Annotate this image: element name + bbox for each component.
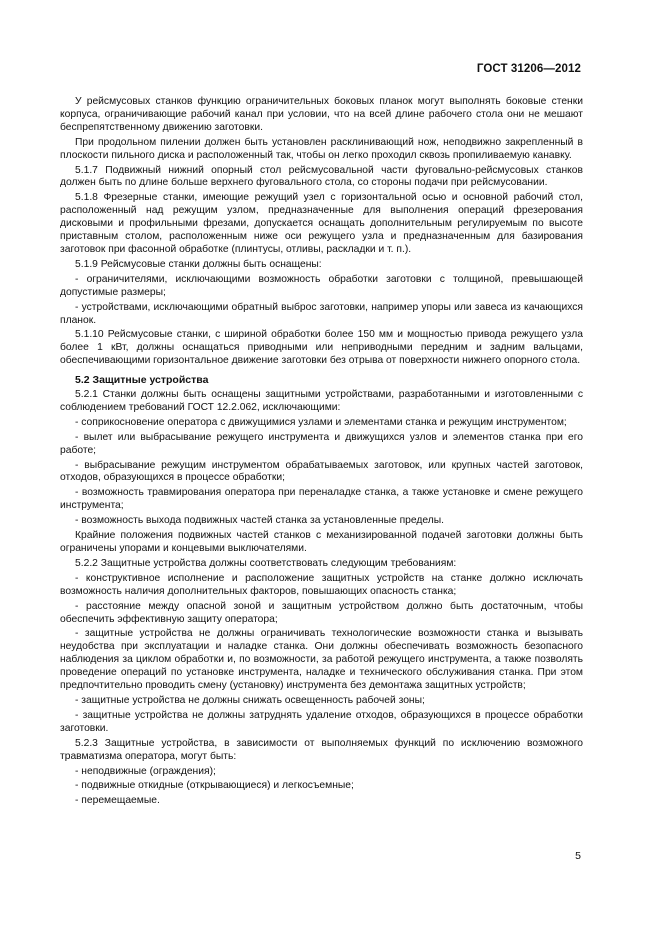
list-item: - подвижные откидные (открывающиеся) и легкосъемные;: [75, 780, 354, 792]
list-item: - конструктивное исполнение и расположение защитных устройств на станке должно исключать возможность наличия дополнительных факторов, повышающих опасность станка;: [60, 572, 583, 597]
paragraph: 5.1.7 Подвижный нижний опорный стол рейсмусовальной части фуговально-рейсмусовых станков должен быть по длине больше верхнего фуговального стола, со стороны подачи при рейсмусовании.: [60, 164, 583, 189]
list-item: - защитные устройства не должны ограничивать технологические возможности станка и вызывать неудобства при эксплуатации и наладке станка. Они должны обеспечивать возможность безопасного наблюдения за циклом обработки и, по возможности, за работой режущего инструмента, а также позволять проведение операций по установке инструмента, наладке и технического обслуживания станка. При этом предпочтительно проводить смену (установку) инструмента без демонтажа защитных устройств;: [60, 628, 583, 692]
paragraph: 5.1.10 Рейсмусовые станки, с шириной обработки более 150 мм и мощностью привода режущего узла более 1 кВт, должны оснащаться приводными или неприводными передним и задним вальцами, обеспечивающими горизонтальное движение заготовки без отрыва от поверхности нижнего опорного стола.: [60, 329, 583, 367]
document-body: [60, 96, 583, 810]
section-heading: 5.2 Защитные устройства: [75, 374, 209, 387]
paragraph: 5.2.3 Защитные устройства, в зависимости от выполняемых функций по исключению возможного травматизма оператора, могут быть:: [60, 737, 583, 762]
list-item: - перемещаемые.: [75, 795, 160, 807]
paragraph: При продольном пилении должен быть установлен расклинивающий нож, неподвижно закрепленный в плоскости пильного диска и расположенный так, чтобы он легко проходил сквозь пропиливаемую канавку.: [60, 136, 583, 161]
page-number: 5: [575, 850, 581, 862]
paragraph: 5.1.9 Рейсмусовые станки должны быть оснащены:: [75, 258, 322, 270]
list-item: - выбрасывание режущим инструментом обрабатываемых заготовок, или крупных частей заготовок, отходов, образующихся в процессе обработки;: [60, 459, 583, 484]
list-item: - защитные устройства не должны снижать освещенность рабочей зоны;: [75, 694, 425, 706]
paragraph: 5.2.1 Станки должны быть оснащены защитными устройствами, разработанными и изготовленными с соблюдением требований ГОСТ 12.2.062, исключающими:: [60, 389, 583, 413]
list-item: - соприкосновение оператора с движущимися узлами и элементами станка и режущим инструментом;: [75, 416, 567, 428]
document-id: ГОСТ 31206—2012: [476, 63, 581, 75]
list-item: - возможность травмирования оператора при переналадке станка, а также установке и смене режущего инструмента;: [60, 487, 583, 512]
paragraph: 5.1.8 Фрезерные станки, имеющие режущий узел с горизонтальной осью и основной рабочий стол, расположенный над режущим узлом, предназначенные для выполнения операций фрезерования дисковыми и профильными фрезами, допускается оснащать дополнительным регулируемым по высоте приставным столом, расположенным ниже оси режущего узла и предназначенным для базирования заготовок при фасонной обработке (плинтусы, отливы, раскладки и т. п.).: [60, 192, 583, 255]
paragraph: 5.2.2 Защитные устройства должны соответствовать следующим требованиям:: [75, 557, 457, 569]
list-item: - устройствами, исключающими обратный выброс заготовки, например упоры или завеса из качающихся планок.: [60, 301, 583, 326]
paragraph: Крайние положения подвижных частей станков с механизированной подачей заготовки должны быть ограничены упорами и концевыми выключателями.: [60, 530, 583, 554]
list-item: - ограничителями, исключающими возможность обработки заготовки с толщиной, превышающей допустимые размеры;: [60, 273, 583, 298]
paragraph: У рейсмусовых станков функцию ограничительных боковых планок могут выполнять боковые стенки корпуса, ограничивающие рабочий канал при условии, что на всей длине рабочего стола они не мешают беспрепятственному движению заготовки.: [60, 96, 583, 133]
list-item: - неподвижные (ограждения);: [75, 765, 216, 777]
list-item: - расстояние между опасной зоной и защитным устройством должно быть достаточным, чтобы обеспечить эффективную защиту оператора;: [60, 600, 583, 625]
list-item: - защитные устройства не должны затруднять удаление отходов, образующихся в процессе обработки заготовки.: [60, 709, 583, 734]
list-item: - вылет или выбрасывание режущего инструмента и движущихся узлов и элементов станка при его работе;: [60, 431, 583, 456]
list-item: - возможность выхода подвижных частей станка за установленные пределы.: [75, 515, 445, 527]
